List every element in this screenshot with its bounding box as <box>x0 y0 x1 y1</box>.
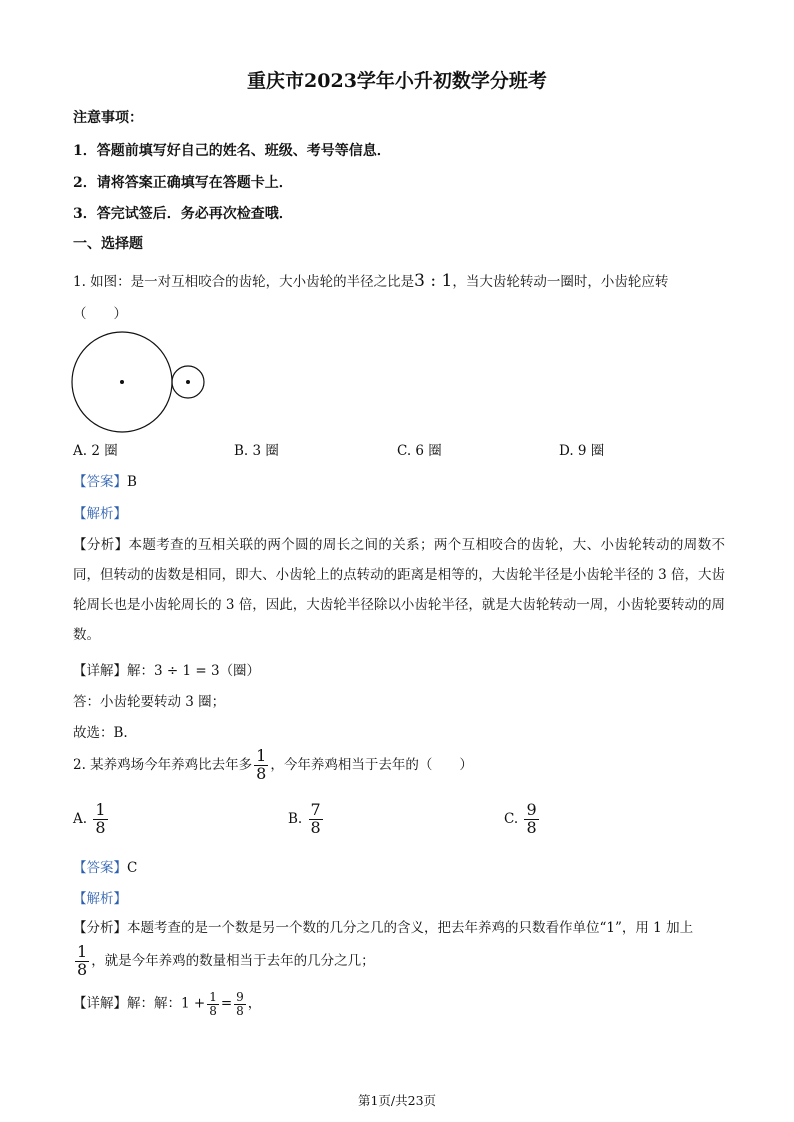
q2-fenxi-fraction-den: 8 <box>77 959 88 979</box>
q2-fraction-num: 1 <box>256 746 267 765</box>
q2-option-c-den: 8 <box>526 817 537 837</box>
q2-answer <box>73 860 137 876</box>
q1-option-c[interactable]: C. 6 圈 <box>397 443 442 459</box>
q2-detail-fraction-2-num: 9 <box>236 990 244 1004</box>
q1-answer-value: B <box>127 474 137 490</box>
q1-detail-prefix: 解： <box>127 663 154 679</box>
q2-option-c-fraction <box>524 802 538 837</box>
q2-detail-fraction-2-den: 8 <box>236 1003 244 1018</box>
notice-item-1: 1．答题前填写好自己的姓名、班级、考号等信息． <box>73 143 391 159</box>
gears-figure <box>68 330 208 434</box>
q2-option-a-label: A. <box>73 810 88 827</box>
section-heading: 一、选择题 <box>73 236 143 252</box>
q2-fraction-den: 8 <box>256 763 267 783</box>
q2-text-after: ，今年养鸡相当于去年的（ ） <box>270 756 473 773</box>
q2-option-c-num: 9 <box>526 800 537 819</box>
q2-detail-fraction-1 <box>207 991 219 1017</box>
q2-fenxi-line2 <box>73 944 375 979</box>
q2-detail-fraction-1-num: 1 <box>209 990 217 1004</box>
notice-item-3: 3．答完试签后．务必再次检查哦． <box>73 206 293 222</box>
q2-detail-fraction-1-den: 8 <box>209 1003 217 1018</box>
notice-item-2: 2．请将答案正确填写在答题卡上． <box>73 175 293 191</box>
small-gear-center <box>186 380 190 384</box>
q2-fenxi-tag: 【分析】 <box>73 920 127 936</box>
q2-fenxi-fraction-num: 1 <box>77 942 88 961</box>
q1-reply: 答：小齿轮要转动 3 圈； <box>73 694 226 710</box>
q2-option-c-label: C. <box>504 810 519 827</box>
q1-text-before: 1. 如图：是一对互相咬合的齿轮，大小齿轮的半径之比是 <box>73 274 415 290</box>
q1-option-b[interactable]: B. 3 圈 <box>234 443 279 459</box>
q1-text-after: ，当大齿轮转动一圈时，小齿轮应转 <box>452 274 669 290</box>
q1-analysis-tag: 【解析】 <box>73 506 127 522</box>
q2-analysis-tag: 【解析】 <box>73 891 127 907</box>
q2-detail <box>73 991 261 1017</box>
q2-option-b-label: B. <box>288 810 303 827</box>
q2-detail-equals: = <box>220 995 233 1012</box>
q2-option-c[interactable] <box>504 802 541 837</box>
q1-paren: （ ） <box>73 306 127 322</box>
q2-detail-tag: 【详解】 <box>73 995 127 1012</box>
q2-answer-tag: 【答案】 <box>73 860 127 876</box>
q2-stem <box>73 748 473 783</box>
q2-option-b[interactable] <box>288 802 325 837</box>
q1-option-a[interactable]: A. 2 圈 <box>73 443 118 459</box>
q1-detail-tag: 【详解】 <box>73 663 127 679</box>
q2-option-b-den: 8 <box>310 817 321 837</box>
q2-answer-value: C <box>127 860 138 876</box>
q2-text-before: 2. 某养鸡场今年养鸡比去年多 <box>73 756 253 773</box>
q1-fenxi-text: 本题考查的互相关联的两个圆的周长之间的关系；两个互相咬合的齿轮，大、小齿轮转动的周数不同，但转动的齿数是相同，即大、小齿轮上的点转动的距离是相等的，大齿轮半径是小齿轮半径的 3 倍，大齿轮周长也是小齿轮周长的 3 倍，因此，大齿轮半径除以小齿轮半径，就是大齿轮转动一周，小齿轮要转动的周数。 <box>73 537 726 643</box>
q2-fenxi-text1: 本题考查的是一个数是另一个数的几分之几的含义，把去年养鸡的只数看作单位“1”，用 1 加上 <box>127 920 694 936</box>
q2-fenxi-text2: ，就是今年养鸡的数量相当于去年的几分之几； <box>91 952 375 969</box>
page-title: 重庆市2023学年小升初数学分班考 <box>247 70 547 92</box>
big-gear-center <box>120 380 124 384</box>
q2-fenxi-line1 <box>73 920 693 936</box>
q2-option-a-den: 8 <box>95 817 106 837</box>
q2-detail-tail: ， <box>247 995 262 1012</box>
q1-choose: 故选：B. <box>73 725 128 741</box>
q1-detail-formula: 3 ÷ 1 = 3 <box>154 663 220 679</box>
q1-detail <box>73 663 260 679</box>
q1-answer <box>73 474 137 490</box>
q1-stem <box>73 271 668 291</box>
notice-heading: 注意事项： <box>73 110 143 126</box>
q2-option-a[interactable] <box>73 802 110 837</box>
q2-detail-prefix: 解：解： <box>127 995 181 1012</box>
q2-fenxi-fraction <box>75 944 89 979</box>
q1-fenxi-tag: 【分析】 <box>73 537 129 553</box>
q2-option-b-fraction <box>309 802 323 837</box>
q2-option-b-num: 7 <box>310 800 321 819</box>
q2-detail-one: 1 + <box>181 995 206 1012</box>
q1-answer-tag: 【答案】 <box>73 474 127 490</box>
q2-fraction <box>254 748 268 783</box>
q1-option-d[interactable]: D. 9 圈 <box>559 443 605 459</box>
q2-option-a-num: 1 <box>95 800 106 819</box>
q1-fenxi <box>73 530 725 650</box>
page-footer: 第1页/共23页 <box>357 1093 437 1108</box>
q2-option-a-fraction <box>93 802 107 837</box>
q1-ratio: 3 : 1 <box>414 271 453 291</box>
q1-detail-unit: （圈） <box>219 663 261 679</box>
q2-detail-fraction-2 <box>234 991 246 1017</box>
